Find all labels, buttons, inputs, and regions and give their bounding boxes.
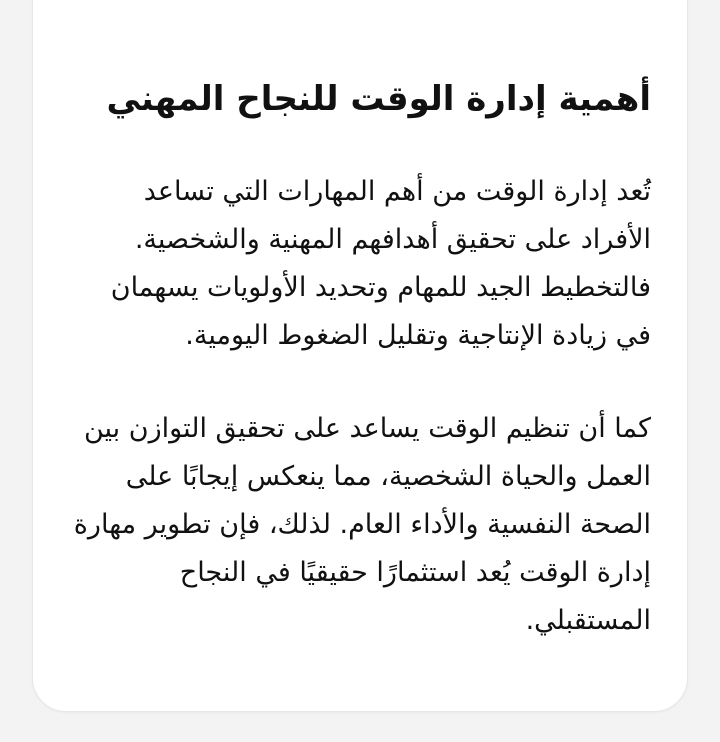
article-title: أهمية إدارة الوقت للنجاح المهني	[106, 79, 651, 119]
article-card	[32, 0, 688, 712]
article-content	[73, 77, 651, 645]
article-paragraph-2: كما أن تنظيم الوقت يساعد على تحقيق التوازن بين العمل والحياة الشخصية، مما ينعكس إيجابًا على الصحة النفسية والأداء العام. لذلك، فإن تطوير مهارة إدارة الوقت يُعد استثمارًا حقيقيًا في النجاح المستقبلي.	[73, 413, 651, 636]
article-paragraph-1: تُعد إدارة الوقت من أهم المهارات التي تساعد الأفراد على تحقيق أهدافهم المهنية والشخصية. فالتخطيط الجيد للمهام وتحديد الأولويات يسهمان في زيادة الإنتاجية وتقليل الضغوط اليومية.	[110, 176, 651, 351]
